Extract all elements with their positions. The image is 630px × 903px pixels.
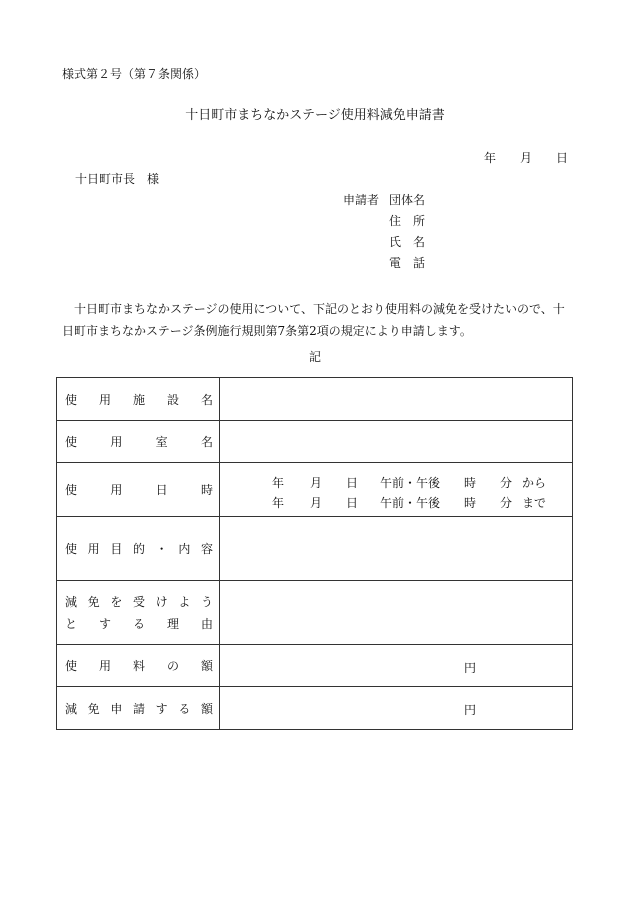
to-ampm: 午前・午後 xyxy=(380,496,441,510)
applicant-row-address xyxy=(343,214,425,228)
applicant-row-group xyxy=(343,193,425,207)
applicant-role: 申請者 xyxy=(343,193,380,207)
reason-label-line2: とする理由 xyxy=(65,616,213,631)
row-room xyxy=(57,421,573,463)
to-day: 日 xyxy=(346,496,359,510)
date-month: 月 xyxy=(520,151,533,165)
reason-label xyxy=(57,581,220,645)
reason-label-line1: 減免を受けよう xyxy=(65,594,213,609)
applicant-row-phone xyxy=(343,256,425,270)
application-table xyxy=(56,377,573,730)
facility-field[interactable] xyxy=(220,378,573,421)
reduction-field[interactable] xyxy=(220,687,573,730)
row-reason xyxy=(57,581,573,645)
application-statement: 十日町市まちなかステージの使用について、下記のとおり使用料の減免を受けたいので、十日町市まちなかステージ条例施行規則第7条第2項の規定により申請します。 xyxy=(62,302,565,338)
fee-field[interactable] xyxy=(220,645,573,687)
reduction-unit: 円 xyxy=(464,703,477,717)
to-year: 年 xyxy=(272,496,285,510)
from-ampm: 午前・午後 xyxy=(380,476,441,490)
to-suffix: まで xyxy=(522,496,547,510)
from-day: 日 xyxy=(346,476,359,490)
applicant-group-label: 団体名 xyxy=(389,193,426,207)
applicant-name-label: 氏 名 xyxy=(389,235,426,249)
applicant-address-label: 住 所 xyxy=(389,214,426,228)
row-reduction xyxy=(57,687,573,730)
from-suffix: から xyxy=(522,476,547,490)
datetime-field[interactable] xyxy=(220,463,573,517)
row-facility xyxy=(57,378,573,421)
ki-heading: 記 xyxy=(308,350,321,364)
reason-field[interactable] xyxy=(220,581,573,645)
to-month: 月 xyxy=(310,496,323,510)
from-month: 月 xyxy=(310,476,323,490)
applicant-phone-label: 電 話 xyxy=(389,256,426,270)
room-field[interactable] xyxy=(220,421,573,463)
facility-label: 使用施設名 xyxy=(57,378,220,421)
fee-label: 使用料の額 xyxy=(57,645,220,687)
date-line xyxy=(484,151,568,165)
date-day: 日 xyxy=(556,151,569,165)
purpose-label: 使用目的・内容 xyxy=(57,517,220,581)
row-purpose xyxy=(57,517,573,581)
datetime-label: 使用日時 xyxy=(57,463,220,517)
room-label: 使用室名 xyxy=(57,421,220,463)
from-hour: 時 xyxy=(464,476,477,490)
form-code: 様式第２号（第７条関係） xyxy=(62,67,207,81)
to-minute: 分 xyxy=(500,496,513,510)
document-title: 十日町市まちなかステージ使用料減免申請書 xyxy=(185,108,445,123)
row-datetime xyxy=(57,463,573,517)
fee-unit: 円 xyxy=(464,661,477,675)
reduction-label: 減免申請する額 xyxy=(57,687,220,730)
to-hour: 時 xyxy=(464,496,477,510)
applicant-row-name xyxy=(343,235,425,249)
from-year: 年 xyxy=(272,476,285,490)
row-fee xyxy=(57,645,573,687)
addressee: 十日町市長 様 xyxy=(75,172,160,186)
from-minute: 分 xyxy=(500,476,513,490)
date-year: 年 xyxy=(484,151,497,165)
purpose-field[interactable] xyxy=(220,517,573,581)
